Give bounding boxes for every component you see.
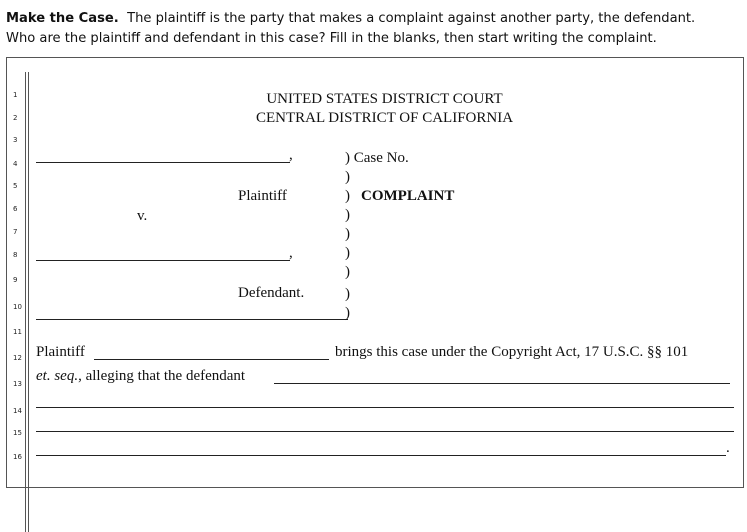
alleging-text: , alleging that the defendant bbox=[78, 368, 246, 384]
defendant-label: Defendant. bbox=[238, 285, 305, 301]
body-alleging-line bbox=[36, 368, 245, 385]
instructions-line1: The plaintiff is the party that makes a complaint against another party, the defendant. bbox=[127, 11, 696, 26]
line-number: 3 bbox=[13, 136, 18, 144]
plaintiff-label: Plaintiff bbox=[238, 188, 287, 204]
caption-bottom-rule bbox=[36, 319, 348, 320]
margin-rule-right bbox=[28, 72, 29, 532]
line-number: 9 bbox=[13, 276, 18, 284]
allegation-blank-4[interactable] bbox=[36, 455, 726, 456]
caption-bracket: ) bbox=[345, 264, 350, 280]
defendant-comma: , bbox=[289, 245, 293, 261]
line-number: 4 bbox=[13, 160, 18, 168]
instructions-heading: Make the Case. bbox=[6, 11, 119, 26]
instructions-line2: Who are the plaintiff and defendant in this case? Fill in the blanks, then start writing the complaint. bbox=[6, 31, 657, 46]
line-number: 6 bbox=[13, 205, 18, 213]
defendant-name-blank[interactable] bbox=[36, 260, 290, 261]
case-number-label: ) Case No. bbox=[345, 150, 409, 166]
line-number: 11 bbox=[13, 328, 22, 336]
caption-bracket: ) bbox=[345, 245, 350, 261]
line-number: 16 bbox=[13, 453, 22, 461]
caption-bracket: ) bbox=[345, 226, 350, 242]
et-seq: et. seq. bbox=[36, 368, 79, 384]
court-district: CENTRAL DISTRICT OF CALIFORNIA bbox=[255, 110, 514, 126]
line-number: 10 bbox=[13, 303, 22, 311]
plaintiff-name-blank[interactable] bbox=[36, 162, 290, 163]
instructions bbox=[6, 9, 746, 49]
line-number: 12 bbox=[13, 354, 22, 362]
allegation-blank-1[interactable] bbox=[274, 383, 730, 384]
body-brings-text: brings this case under the Copyright Act, 17 U.S.C. §§ 101 bbox=[335, 344, 689, 360]
margin-rule-left bbox=[25, 72, 26, 532]
allegation-blank-2[interactable] bbox=[36, 407, 734, 408]
final-period: . bbox=[726, 440, 730, 456]
pleading-page bbox=[6, 57, 744, 488]
line-number: 15 bbox=[13, 429, 22, 437]
versus-label: v. bbox=[137, 208, 148, 224]
caption-bracket: ) bbox=[345, 169, 350, 185]
caption-bracket: ) bbox=[345, 188, 350, 204]
body-plaintiff-blank[interactable] bbox=[94, 359, 329, 360]
line-number: 14 bbox=[13, 407, 22, 415]
complaint-title: COMPLAINT bbox=[361, 188, 455, 204]
caption-bracket: ) bbox=[345, 286, 350, 302]
caption-bracket: ) bbox=[345, 207, 350, 223]
allegation-blank-3[interactable] bbox=[36, 431, 734, 432]
line-number: 13 bbox=[13, 380, 22, 388]
line-number: 7 bbox=[13, 228, 18, 236]
line-number: 8 bbox=[13, 251, 18, 259]
caption-bracket: ) bbox=[345, 305, 350, 321]
line-number: 2 bbox=[13, 114, 18, 122]
body-plaintiff-word: Plaintiff bbox=[36, 344, 85, 360]
line-number: 5 bbox=[13, 182, 18, 190]
line-number: 1 bbox=[13, 91, 18, 99]
plaintiff-comma: , bbox=[289, 147, 293, 163]
court-name: UNITED STATES DISTRICT COURT bbox=[266, 91, 503, 107]
